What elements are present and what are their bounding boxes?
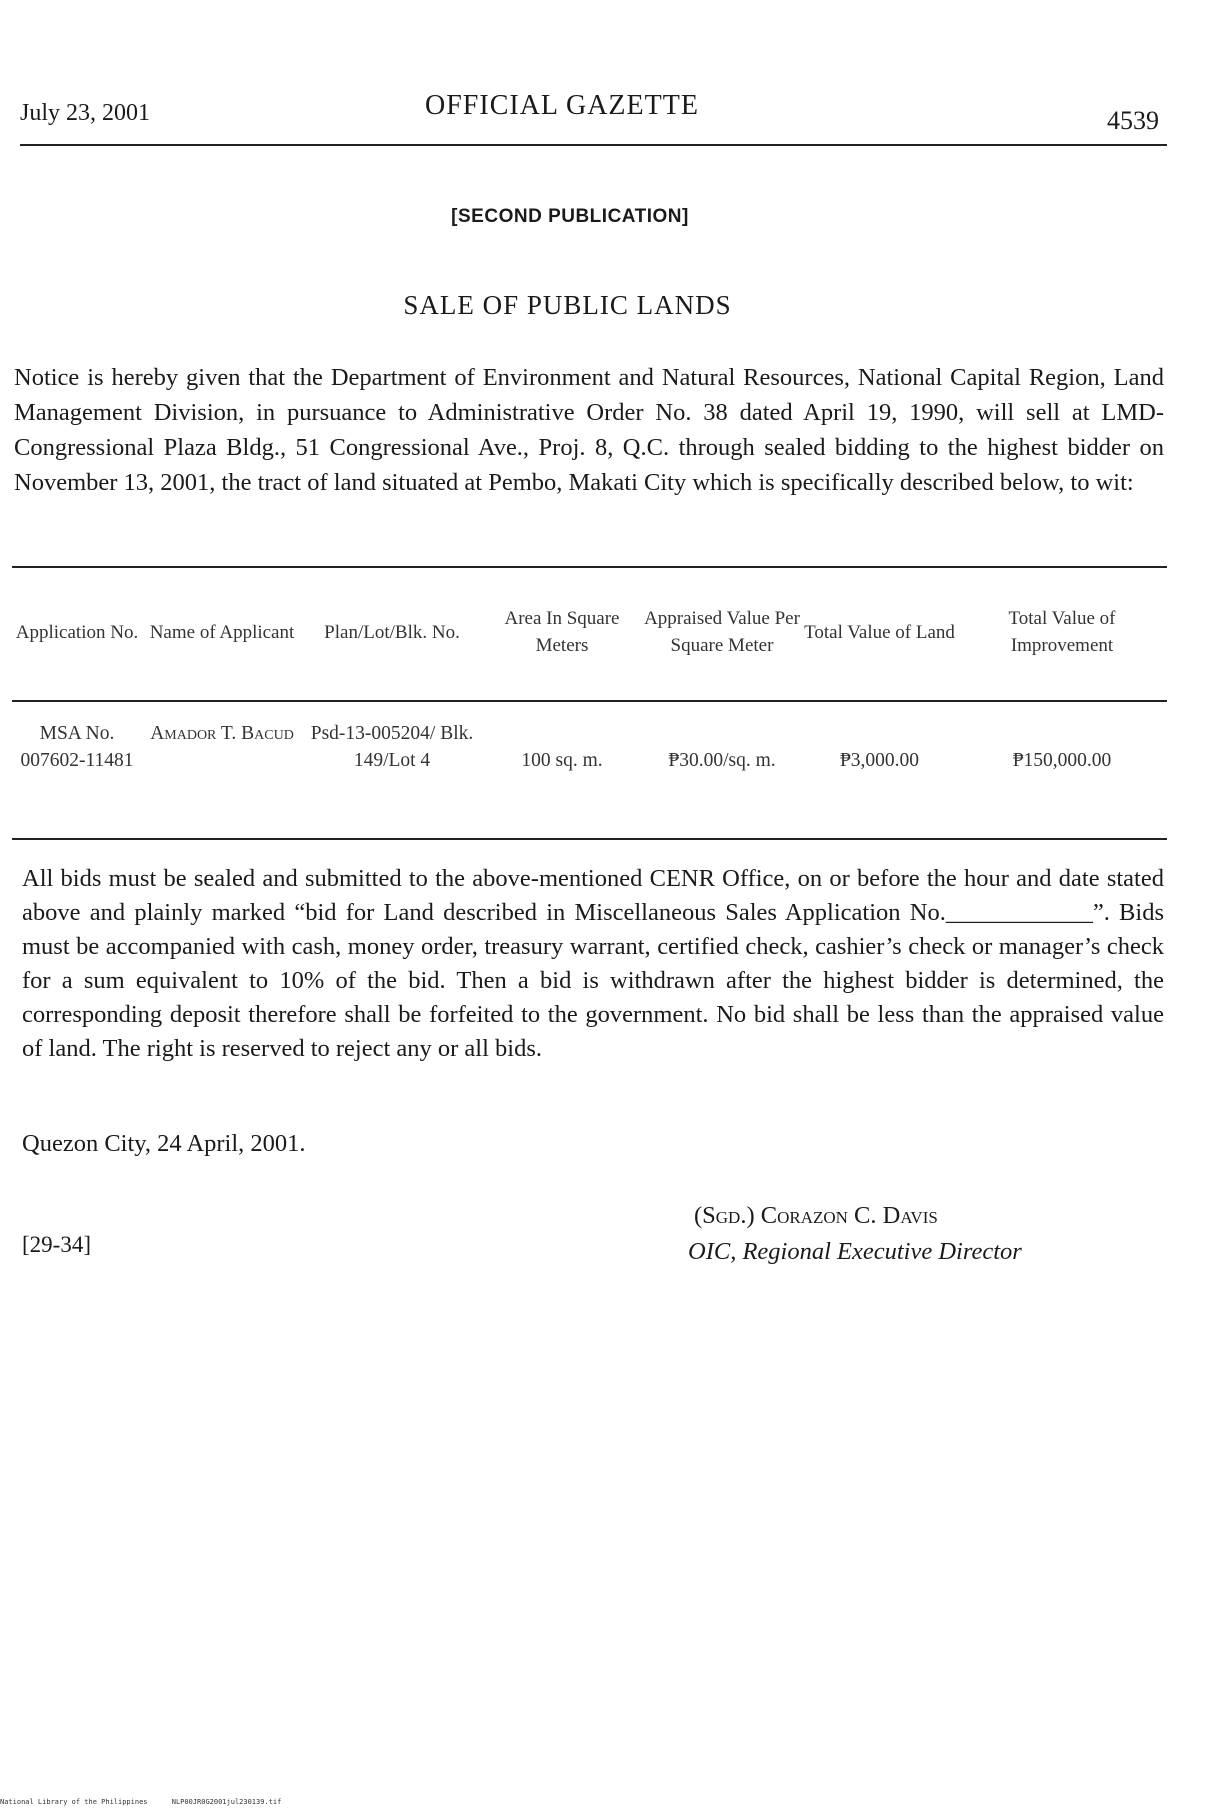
table-row: [12, 720, 1167, 810]
signatory-name: (Sgd.) Corazon C. Davis: [694, 1202, 938, 1229]
issue-date: July 23, 2001: [20, 100, 151, 126]
cell-total-land: ₱3,000.00: [839, 750, 920, 771]
cell-plan-lot-blk: Psd-13-005204/ Blk. 149/Lot 4: [310, 723, 474, 771]
cell-application-no: MSA No. 007602-11481: [20, 723, 134, 771]
table-header-rule: [12, 700, 1167, 702]
header-plan-lot-blk: Plan/Lot/Blk. No.: [324, 621, 460, 643]
cell-appraised-value: ₱30.00/sq. m.: [668, 750, 776, 771]
table-bottom-rule: [12, 838, 1167, 840]
cell-applicant: Amador T. Bacud: [150, 723, 294, 744]
header-applicant: Name of Applicant: [149, 621, 295, 643]
bid-instructions: All bids must be sealed and submitted to the above-mentioned CENR Office, on or before the hour and date stated above and plainly marked “bid for Land described in Miscellaneous Sales Application No.____________”. Bids must be accompanied with cash, money order, treasury warrant, certified check, cashier’s check or manager’s check for a sum equivalent to 10% of the bid. Then a bid is withdrawn after the highest bidder is determined, the corresponding deposit therefore shall be forfeited to the government. No bid shall be less than the appraised value of land. The right is reserved to reject any or all bids.: [22, 865, 1164, 1062]
scan-footer: [0, 1798, 301, 1806]
header-total-land: Total Value of Land: [804, 621, 955, 643]
intro-paragraph: Notice is hereby given that the Department of Environment and Natural Resources, National Capital Region, Land Management Division, in pursuance to Administrative Order No. 38 dated April 19, 1990, will sell at LMD-Congressional Plaza Bldg., 51 Congressional Ave., Proj. 8, Q.C. through sealed bidding to the highest bidder on November 13, 2001, the tract of land situated at Pembo, Makati City which is specifically described below, to wit:: [14, 364, 1164, 496]
header-total-improvement: Total Value of Improvement: [1008, 608, 1116, 656]
footer-file: NLP00JR0G2001jul230139.tif: [171, 1798, 282, 1806]
notice-title: SALE OF PUBLIC LANDS: [403, 290, 732, 320]
cell-total-improvement: ₱150,000.00: [1012, 750, 1112, 771]
table-header: [12, 576, 1167, 688]
publication-note: [SECOND PUBLICATION]: [451, 206, 689, 227]
table-top-rule: [12, 566, 1167, 568]
publication-title: OFFICIAL GAZETTE: [425, 90, 699, 121]
page-number: 4539: [1107, 106, 1159, 135]
signature-block: [688, 1198, 1022, 1270]
place-date: Quezon City, 24 April, 2001.: [22, 1130, 306, 1157]
cell-area: 100 sq. m.: [521, 750, 603, 771]
signatory-title: OIC, Regional Executive Director: [688, 1238, 1022, 1265]
footer-library: National Library of the Philippines: [0, 1798, 148, 1806]
header-rule: [20, 144, 1167, 146]
header-application-no: Application No.: [15, 621, 139, 643]
header-appraised-value: Appraised Value Per Square Meter: [644, 608, 800, 656]
header-area: Area In Square Meters: [504, 608, 620, 656]
page-header: [20, 88, 1167, 148]
reference-code: [29-34]: [22, 1232, 91, 1257]
